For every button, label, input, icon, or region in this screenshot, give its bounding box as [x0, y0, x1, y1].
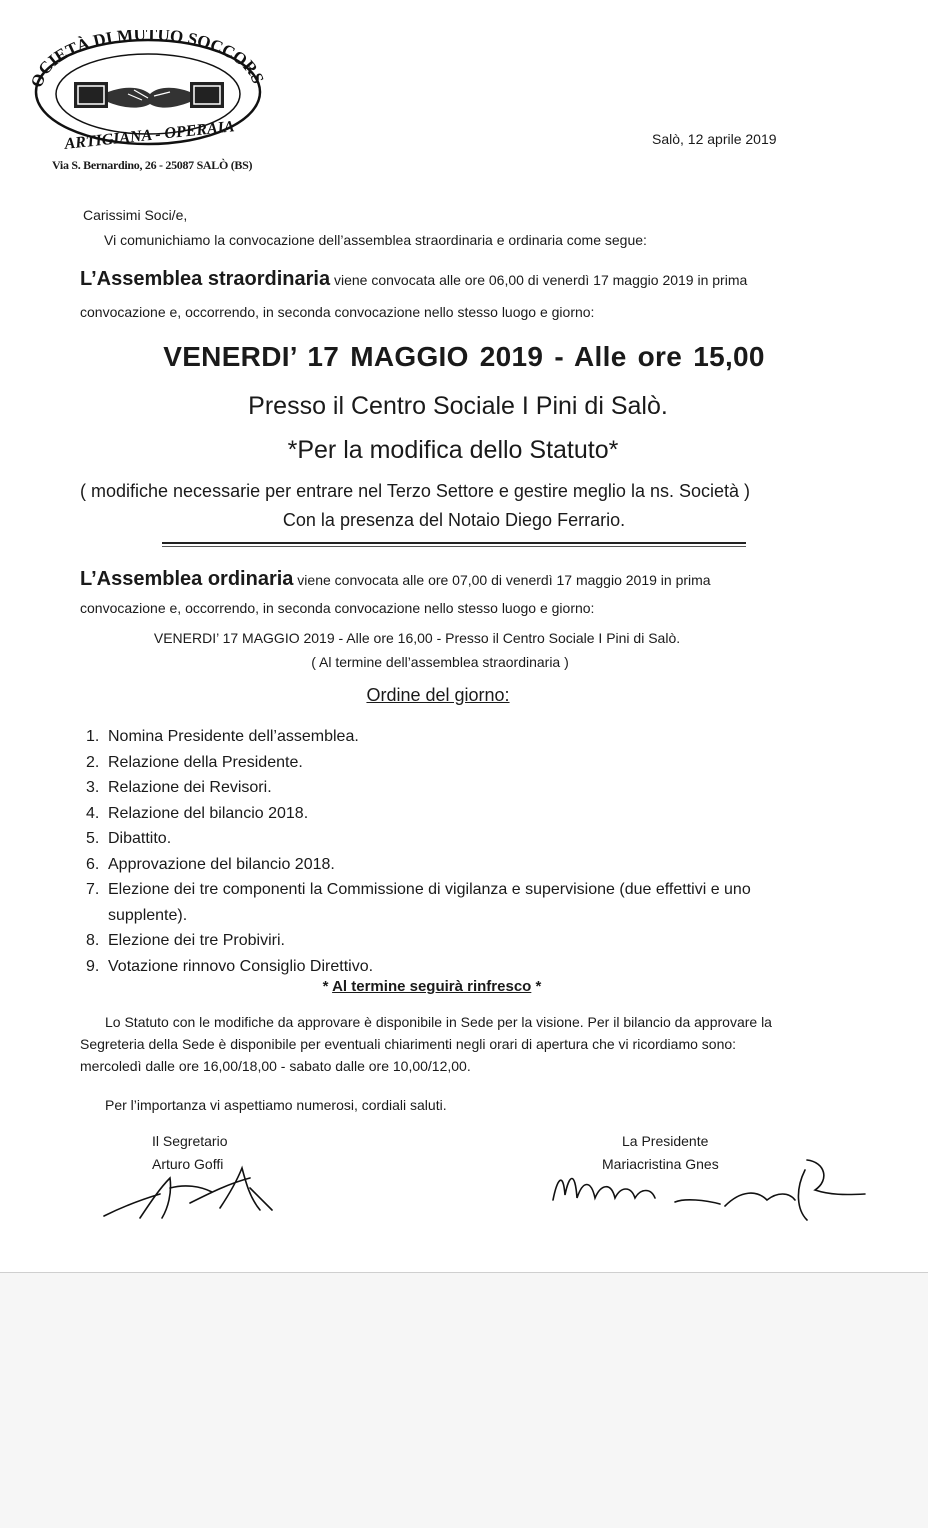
president-signature — [545, 1150, 875, 1235]
svg-text:SOCIETÀ DI MUTUO SOCCORSO: CIETÀ DI MUTUO SOCCORS — [34, 30, 268, 87]
intro-text: Vi comunichiamo la convocazione dell’assemblea straordinaria e ordinaria come segue: — [104, 232, 647, 248]
divider-line — [162, 542, 746, 544]
salutation: Carissimi Soci/e, — [83, 207, 188, 223]
agenda-item-number: 2. — [86, 753, 100, 771]
secretary-role: Il Segretario — [152, 1133, 228, 1149]
agenda-item — [80, 954, 800, 980]
agenda-list — [80, 724, 800, 979]
refreshment-star-left: * — [322, 978, 333, 995]
agenda-item — [80, 852, 800, 878]
extraordinary-notary: Con la presenza del Notaio Diego Ferrario. — [282, 510, 626, 530]
president-name: Mariacristina Gnes — [602, 1156, 719, 1172]
refreshment-text: Al termine seguirà rinfresco — [332, 978, 532, 995]
agenda-item-number: 9. — [86, 957, 100, 975]
extraordinary-headline: VENERDI’ 17 MAGGIO 2019 - Alle ore 15,00 — [163, 341, 765, 372]
agenda-item-number: 1. — [86, 728, 100, 745]
ordinary-note: ( Al termine dell’assemblea straordinaria ) — [311, 654, 569, 670]
extraordinary-line1: viene convocata alle ore 06,00 di venerdì 17 maggio 2019 in prima — [330, 272, 748, 288]
agenda-item — [80, 826, 800, 852]
extraordinary-detail: ( modifiche necessarie per entrare nel Terzo Settore e gestire meglio la ns. Società ) — [80, 481, 750, 501]
svg-text:ARTIGIANA - OPERAIA: ARTIGIANA - OPERAIA — [63, 118, 236, 153]
agenda-item-text: Relazione della Presidente. — [108, 753, 303, 771]
secretary-signature — [100, 1148, 280, 1228]
refreshment-star-right: * — [531, 978, 542, 995]
ordinary-when: VENERDI’ 17 MAGGIO 2019 - Alle ore 16,00 - Presso il Centro Sociale I Pini di Salò. — [153, 630, 681, 646]
scanner-background — [0, 1273, 928, 1528]
extraordinary-title: L’Assemblea straordinaria — [80, 268, 331, 290]
extraordinary-paragraph — [80, 268, 747, 291]
letter-date: Salò, 12 aprile 2019 — [652, 131, 777, 147]
extraordinary-place: Presso il Centro Sociale I Pini di Salò. — [248, 392, 668, 420]
society-address: Via S. Bernardino, 26 - 25087 SALÒ (BS) — [52, 158, 253, 172]
agenda-item-number: 6. — [86, 855, 100, 873]
agenda-item-text: Dibattito. — [108, 830, 172, 847]
agenda-item-number: 8. — [86, 932, 100, 949]
agenda-item — [80, 877, 800, 928]
agenda-item-number: 5. — [86, 830, 100, 847]
agenda-item — [80, 775, 800, 801]
closing-line: Per l’importanza vi aspettiamo numerosi, cordiali saluti. — [105, 1097, 447, 1113]
agenda-item-text: Elezione dei tre Probiviri. — [108, 932, 285, 949]
extraordinary-purpose: *Per la modifica dello Statuto* — [287, 436, 619, 464]
secretary-name: Arturo Goffi — [152, 1156, 224, 1172]
agenda-item-text: Votazione rinnovo Consiglio Direttivo. — [108, 957, 374, 975]
ordinary-title: L’Assemblea ordinaria — [80, 568, 294, 590]
president-role: La Presidente — [622, 1133, 709, 1149]
statute-note: Lo Statuto con le modifiche da approvare è disponibile in Sede per la visione. Per il bilancio da approvare la Segreteria della Sede è disponibile per eventuali chiarimenti negli orari di apertura che vi ricordiamo sono: mercoledì dalle ore 16,00/18,00 - sabato dalle ore 10,00/12,00. — [80, 1014, 772, 1074]
agenda-item-number: 4. — [86, 804, 100, 822]
extraordinary-line2: convocazione e, occorrendo, in seconda convocazione nello stesso luogo e giorno: — [80, 304, 595, 320]
agenda-item — [80, 724, 800, 750]
agenda-item-text: Relazione dei Revisori. — [108, 779, 272, 796]
divider-line-thin — [162, 546, 746, 547]
agenda-item-text: Approvazione del bilancio 2018. — [108, 855, 335, 873]
agenda-item-number: 3. — [86, 779, 100, 796]
ordinary-paragraph — [80, 568, 711, 591]
agenda-item-text: Nomina Presidente dell’assemblea. — [108, 728, 359, 745]
society-logo — [30, 30, 270, 165]
agenda-item-text: Elezione dei tre componenti la Commissione di vigilanza e supervisione (due effettivi e uno supplente). — [108, 881, 751, 924]
agenda-title: Ordine del giorno: — [366, 685, 510, 705]
ordinary-line2: convocazione e, occorrendo, in seconda convocazione nello stesso luogo e giorno: — [80, 600, 595, 616]
agenda-item-number: 7. — [86, 881, 100, 898]
refreshment-note — [0, 978, 864, 995]
agenda-item-text: Relazione del bilancio 2018. — [108, 804, 309, 822]
ordinary-line1: viene convocata alle ore 07,00 di venerdì 17 maggio 2019 in prima — [293, 572, 711, 588]
agenda-item — [80, 801, 800, 827]
agenda-item — [80, 928, 800, 954]
agenda-item — [80, 750, 800, 776]
